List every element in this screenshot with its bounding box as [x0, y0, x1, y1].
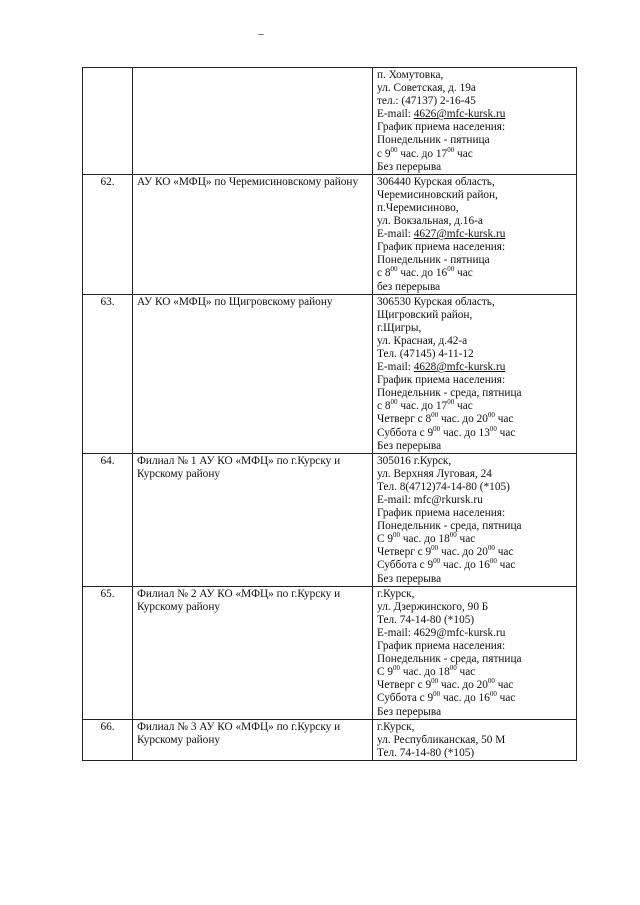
hours-text: С 9	[377, 666, 394, 679]
contact-line: ул. Красная, д.42-а	[377, 334, 468, 347]
hours-text: час	[454, 400, 473, 413]
hours-text: час. до 20	[438, 413, 488, 426]
office-contacts	[373, 174, 577, 294]
page-mark	[258, 34, 264, 35]
email-line	[377, 361, 572, 374]
email-link[interactable]: 4629@mfc-kursk.ru	[413, 626, 506, 639]
office-name	[133, 68, 373, 175]
email-link[interactable]: mfc@rkursk.ru	[413, 494, 483, 506]
email-line	[377, 494, 572, 507]
table-body	[83, 68, 577, 761]
contact-line: График приема населения:	[377, 640, 506, 653]
hours-line	[377, 267, 572, 280]
hours-line	[377, 424, 572, 440]
office-name: Филиал № 1 АУ КО «МФЦ» по г.Курску и Курскому району	[133, 453, 373, 586]
hours-text: час	[494, 679, 514, 692]
hours-text: час	[496, 692, 516, 705]
contact-line: г.Курск,	[377, 587, 415, 600]
minutes-superscript: 00	[431, 411, 439, 420]
row-number: 62.	[83, 174, 133, 294]
minutes-superscript: 00	[390, 398, 398, 407]
email-line	[377, 228, 572, 241]
email-link[interactable]: 4628@mfc-kursk.ru	[413, 361, 506, 374]
contact-line: ул. Республиканская, 50 М	[377, 733, 506, 746]
email-label: E-mail:	[377, 361, 414, 374]
hours-text: час	[456, 533, 476, 546]
office-contacts	[373, 719, 577, 760]
minutes-superscript: 00	[489, 557, 497, 566]
minutes-superscript: 00	[489, 690, 497, 699]
hours-text: с 8	[377, 400, 391, 413]
contact-line: Черемисиновский район,	[377, 188, 498, 201]
hours-text: с 8	[377, 267, 391, 280]
contact-line: ул. Вокзальная, д.16-а	[377, 215, 483, 228]
email-label: E-mail:	[377, 108, 414, 121]
hours-line	[377, 145, 572, 161]
contact-line: График приема населения:	[377, 507, 506, 520]
minutes-superscript: 00	[487, 544, 495, 553]
contact-line: Понедельник - среда, пятница	[377, 387, 522, 400]
minutes-superscript: 00	[390, 145, 398, 154]
hours-line	[377, 666, 572, 679]
contact-line: ул. Дзержинского, 90 Б	[377, 600, 489, 613]
contact-line: Без перерыва	[377, 160, 442, 173]
minutes-superscript: 00	[431, 544, 439, 553]
contact-line: без перерыва	[377, 280, 441, 293]
hours-text: Суббота с 9	[377, 559, 434, 572]
contact-line: г.Щигры,	[377, 321, 422, 334]
contact-line: Тел. 8(4712)74-14-80 (*105)	[377, 480, 510, 493]
hours-text: час. до 17	[397, 400, 448, 413]
hours-line	[377, 559, 572, 572]
contact-line: Щигровский район,	[377, 308, 473, 321]
hours-text: час	[454, 147, 473, 160]
minutes-superscript: 00	[433, 557, 441, 566]
contact-line: Понедельник - пятница	[377, 254, 490, 267]
office-name: АУ КО «МФЦ» по Черемисиновскому району	[133, 174, 373, 294]
minutes-superscript: 00	[489, 424, 497, 433]
hours-text: час. до 16	[397, 267, 448, 280]
office-contacts	[373, 294, 577, 453]
table-row	[83, 174, 577, 294]
contact-line: Тел. 74-14-80 (*105)	[377, 613, 475, 626]
email-line	[377, 627, 572, 640]
contact-line: 306530 Курская область,	[377, 295, 495, 308]
contact-line: тел.: (47137) 2-16-45	[377, 95, 476, 108]
contact-line: ул. Верхняя Луговая, 24	[377, 467, 492, 480]
contact-line: ул. Советская, д. 19а	[377, 82, 476, 95]
table-row	[83, 294, 577, 453]
hours-text: час. до 20	[438, 546, 488, 559]
office-name: Филиал № 2 АУ КО «МФЦ» по г.Курску и Курскому району	[133, 586, 373, 719]
hours-text: Суббота с 9	[377, 426, 434, 439]
email-label: E-mail:	[377, 626, 414, 639]
contact-line: п. Хомутовка,	[377, 69, 444, 81]
email-line	[377, 108, 572, 121]
email-label: E-mail:	[377, 228, 414, 241]
minutes-superscript: 00	[390, 265, 398, 274]
hours-text: час. до 16	[440, 692, 490, 705]
office-name: АУ КО «МФЦ» по Щигровскому району	[133, 294, 373, 453]
contact-line: г.Курск,	[377, 720, 415, 733]
hours-text: час. до 17	[397, 147, 448, 160]
minutes-superscript: 00	[449, 664, 457, 673]
contact-line: Понедельник - пятница	[377, 134, 490, 147]
minutes-superscript: 00	[393, 664, 401, 673]
hours-text: час	[496, 559, 516, 572]
minutes-superscript: 00	[447, 265, 455, 274]
hours-text: час. до 16	[440, 559, 490, 572]
hours-line	[377, 533, 572, 546]
hours-text: с 9	[377, 147, 391, 160]
hours-text: час. до 20	[438, 679, 488, 692]
table-row	[83, 68, 577, 175]
office-contacts	[373, 586, 577, 719]
minutes-superscript: 00	[449, 531, 457, 540]
contact-line: График приема населения:	[377, 374, 506, 387]
hours-line	[377, 546, 572, 559]
contact-line: График приема населения:	[377, 121, 506, 134]
hours-line	[377, 413, 572, 426]
hours-text: Четверг с 9	[377, 679, 432, 692]
contact-line: Без перерыва	[377, 705, 442, 718]
row-number: 63.	[83, 294, 133, 453]
minutes-superscript: 00	[431, 677, 439, 686]
hours-line	[377, 400, 572, 413]
contact-line: 306440 Курская область,	[377, 175, 495, 188]
table-row	[83, 453, 577, 586]
minutes-superscript: 00	[487, 411, 495, 420]
contact-line: Тел. 74-14-80 (*105)	[377, 746, 475, 759]
contact-line: Без перерыва	[377, 439, 442, 452]
email-link[interactable]: 4627@mfc-kursk.ru	[413, 228, 506, 241]
row-number: 66.	[83, 719, 133, 760]
contact-line: п.Черемисиново,	[377, 201, 459, 214]
hours-text: час	[494, 413, 514, 426]
contact-line: 305016 г.Курск,	[377, 454, 452, 467]
row-number: 64.	[83, 453, 133, 586]
table-row	[83, 719, 577, 760]
contact-line: График приема населения:	[377, 241, 506, 254]
hours-text: час. до 13	[440, 426, 490, 439]
hours-text: Четверг с 9	[377, 546, 432, 559]
email-label: E-mail:	[377, 494, 414, 506]
hours-text: час. до 18	[400, 533, 450, 546]
row-number	[83, 68, 133, 175]
hours-line	[377, 679, 572, 692]
office-contacts	[373, 68, 577, 175]
mfc-offices-table	[82, 67, 577, 761]
hours-line	[377, 692, 572, 705]
hours-text: час. до 18	[400, 666, 450, 679]
hours-text: час	[496, 426, 516, 439]
hours-text: Суббота с 9	[377, 692, 434, 705]
contact-line: Понедельник - среда, пятница	[377, 520, 522, 533]
office-name: Филиал № 3 АУ КО «МФЦ» по г.Курску и Курскому району	[133, 719, 373, 760]
row-number: 65.	[83, 586, 133, 719]
hours-text: час	[454, 267, 473, 280]
contact-line: Без перерыва	[377, 572, 442, 585]
minutes-superscript: 00	[447, 398, 455, 407]
hours-text: Четверг с 8	[377, 413, 432, 426]
hours-text: С 9	[377, 533, 394, 546]
minutes-superscript: 00	[433, 424, 441, 433]
table-row	[83, 586, 577, 719]
minutes-superscript: 00	[447, 145, 455, 154]
minutes-superscript: 00	[433, 690, 441, 699]
hours-text: час	[494, 546, 514, 559]
minutes-superscript: 00	[487, 677, 495, 686]
email-link[interactable]: 4626@mfc-kursk.ru	[413, 108, 506, 121]
contact-line: Понедельник - среда, пятница	[377, 653, 522, 666]
contact-line: Тел. (47145) 4-11-12	[377, 347, 474, 360]
hours-text: час	[456, 666, 476, 679]
office-contacts	[373, 453, 577, 586]
minutes-superscript: 00	[393, 531, 401, 540]
